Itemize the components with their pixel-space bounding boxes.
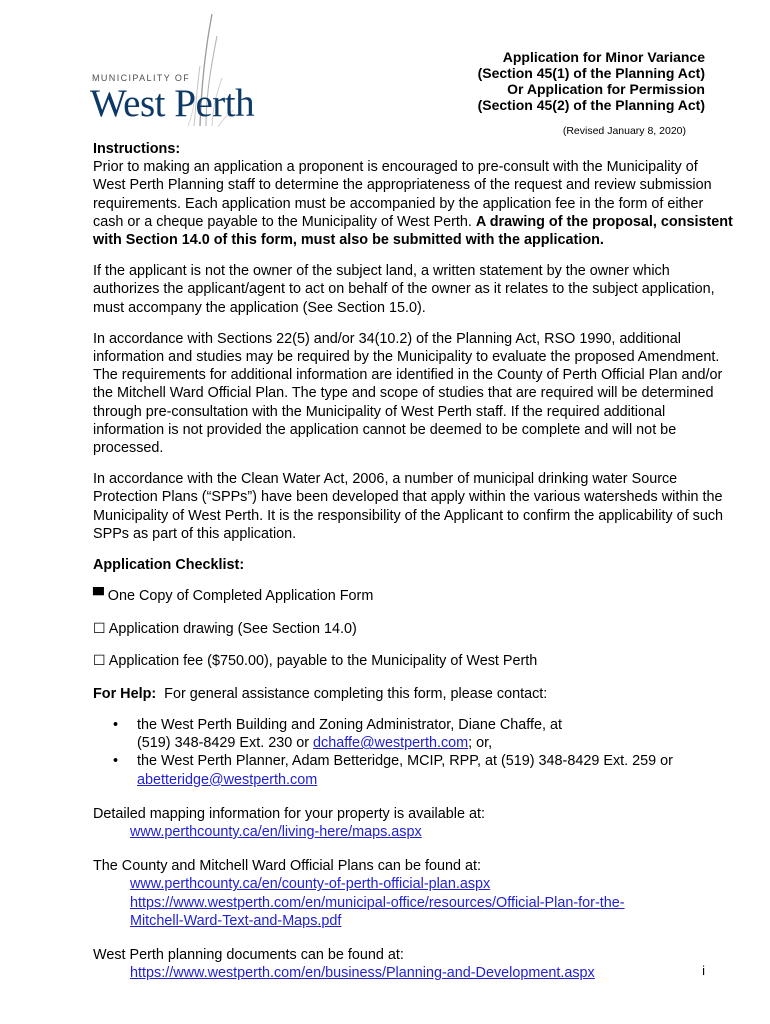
municipality-logo: [88, 6, 255, 130]
county-plan-link[interactable]: www.perthcounty.ca/en/county-of-perth-official-plan.aspx: [130, 876, 491, 893]
checkbox-checked-icon[interactable]: ▀: [93, 588, 104, 605]
checklist-item-label: Application drawing (See Section 14.0): [108, 620, 357, 637]
title-line: Application for Minor Variance: [502, 49, 705, 65]
drawing-requirement: A drawing of the proposal, consistent with Section 14.0 of this form, must also be submitted with the application.: [93, 213, 733, 249]
contact-text: the West Perth Planner, Adam Betteridge, MCIP, RPP, at (519) 348-8429 Ext. 259 or: [137, 753, 673, 770]
link-line: Mitchell-Ward-Text-and-Maps.pdf: [130, 912, 342, 929]
mapping-link[interactable]: www.perthcounty.ca/en/living-here/maps.aspx: [130, 823, 422, 840]
title-line: Or Application for Permission: [507, 81, 705, 97]
help-intro-text: For general assistance completing this form, please contact:: [164, 685, 548, 702]
instructions-heading: Instructions:: [93, 141, 181, 157]
logo-name: West Perth: [90, 82, 255, 125]
page-number: i: [702, 963, 705, 978]
help-section: [93, 685, 733, 789]
logo-municipality-label: MUNICIPALITY OF: [92, 73, 191, 83]
form-title: [478, 49, 705, 113]
document-body: [93, 140, 733, 982]
email-link[interactable]: dchaffe@westperth.com: [313, 735, 469, 752]
mitchell-plan-link[interactable]: [130, 895, 625, 929]
instructions-paragraph-1: [93, 140, 733, 249]
application-checklist: [93, 556, 733, 672]
help-label: For Help:: [93, 685, 157, 702]
bullet-icon: •: [113, 716, 119, 733]
bullet-icon: •: [113, 753, 119, 770]
official-plans-section: [93, 857, 733, 930]
revised-date: (Revised January 8, 2020): [562, 125, 686, 137]
official-plans-text: The County and Mitchell Ward Official Plans can be found at:: [93, 858, 481, 875]
mapping-section: [93, 805, 733, 841]
checklist-item-label: Application fee ($750.00), payable to the Municipality of West Perth: [108, 653, 538, 670]
planning-docs-text: West Perth planning documents can be found at:: [93, 947, 404, 963]
contact-phone: (519) 348-8429 Ext. 230 or: [137, 735, 309, 752]
mapping-text: Detailed mapping information for your property is available at:: [93, 805, 485, 822]
checklist-item: [93, 652, 733, 672]
email-link[interactable]: abetteridge@westperth.com: [137, 771, 318, 788]
planning-act-paragraph: In accordance with Sections 22(5) and/or 34(10.2) of the Planning Act, RSO 1990, additional information and studies may be required by the Municipality to evaluate the proposed Amendment. The requirements for additional information are identified in the County of Perth Official Plan and/or the Mitchell Ward Official Plan. The type and scope of studies that are required will be determined through pre-consultation with the Municipality of West Perth staff. If the required additional information is not provided the application cannot be deemed to be complete and will not be processed.: [93, 330, 723, 457]
checkbox-empty-icon[interactable]: ☐: [93, 653, 106, 670]
help-intro: [93, 685, 733, 703]
link-line: https://www.westperth.com/en/municipal-office/resources/Official-Plan-for-the-: [130, 894, 625, 911]
planning-docs-link[interactable]: https://www.westperth.com/en/business/Planning-and-Development.aspx: [130, 965, 595, 982]
title-line: (Section 45(2) of the Planning Act): [477, 97, 705, 113]
instructions-text: Prior to making an application a proponent is encouraged to pre-consult with the Municipality of West Perth Planning staff to determine the appropriateness of the request and review submission requirements. Each application must be accompanied by the application fee in the form of either cash or a cheque payable to the Municipality of West Perth.: [93, 159, 712, 230]
checklist-item: [93, 620, 733, 640]
checklist-heading: Application Checklist:: [93, 557, 245, 574]
clean-water-paragraph: In accordance with the Clean Water Act, 2006, a number of municipal drinking water Source Protection Plans (“SPPs”) have been developed that apply within the various watersheds within the Municipality of West Perth. It is the responsibility of the Applicant to confirm the applicability of such SPPs as part of this application.: [93, 471, 724, 542]
contact-list: [93, 716, 733, 789]
owner-statement-paragraph: If the applicant is not the owner of the subject land, a written statement by the owner which authorizes the applicant/agent to act on behalf of the owner as it relates to the subject application, must accompany the application (See Section 15.0).: [93, 263, 715, 316]
contact-text: the West Perth Building and Zoning Administrator, Diane Chaffe, at: [137, 716, 563, 733]
planning-docs-section: [93, 946, 733, 982]
checklist-item: [93, 587, 733, 607]
contact-item: [113, 752, 733, 788]
checkbox-empty-icon[interactable]: ☐: [93, 620, 106, 637]
title-line: (Section 45(1) of the Planning Act): [477, 65, 705, 81]
contact-item: [113, 716, 733, 752]
contact-tail: ; or,: [468, 735, 493, 752]
checklist-item-label: One Copy of Completed Application Form: [107, 588, 374, 605]
